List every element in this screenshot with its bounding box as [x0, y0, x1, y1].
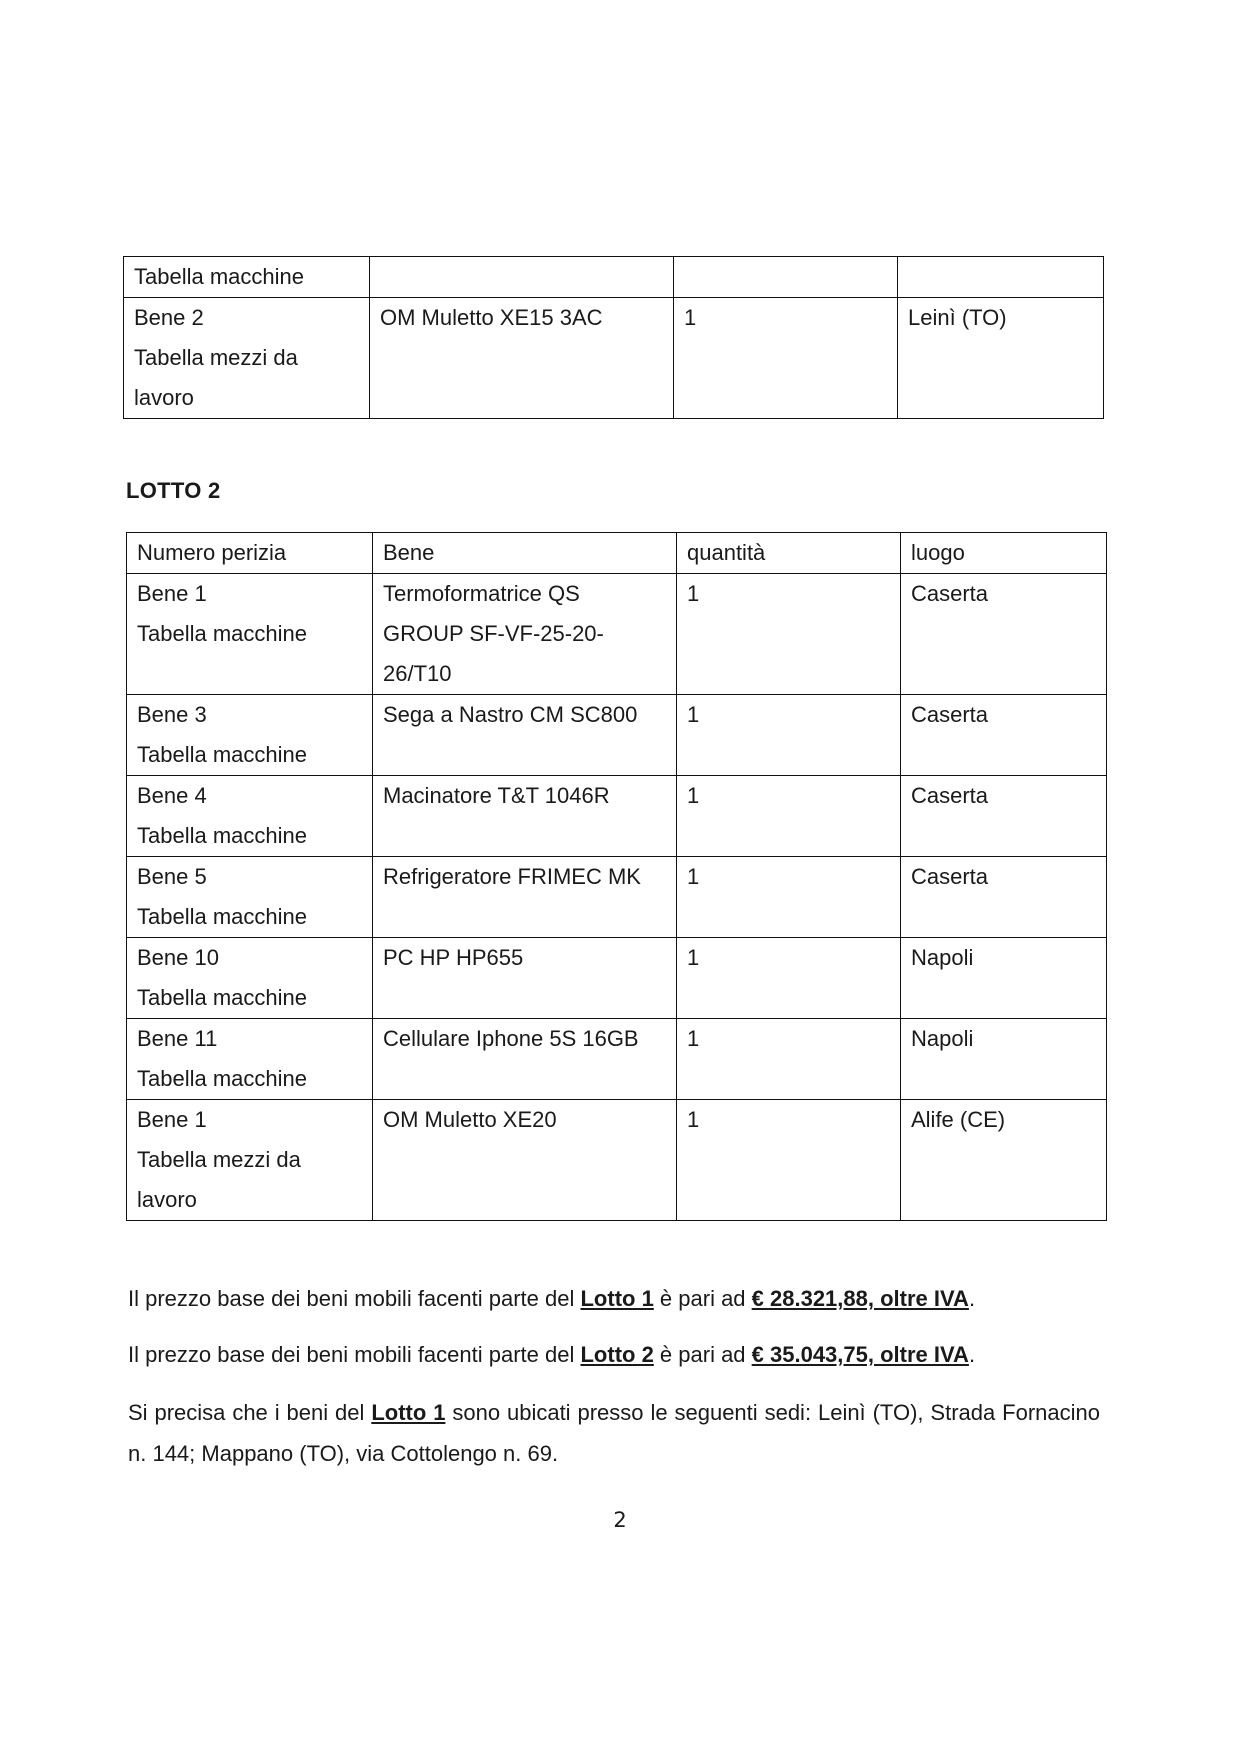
para-text: .	[968, 1342, 976, 1367]
cell-line: Bene 1	[137, 581, 207, 606]
cell-quantita	[677, 695, 901, 776]
cell-numero-perizia	[127, 695, 373, 776]
cell-bene	[370, 257, 674, 298]
cell-line: GROUP SF-VF-25-20-	[383, 621, 604, 646]
cell-line: 1	[684, 305, 697, 330]
para-text: è pari ad	[653, 1286, 752, 1311]
table-row	[127, 574, 1107, 695]
para-text: .	[968, 1286, 976, 1311]
cell-line: PC HP HP655	[383, 945, 524, 970]
cell-numero-perizia	[127, 857, 373, 938]
cell-quantita	[677, 776, 901, 857]
cell-line: 1	[687, 945, 700, 970]
header-luogo: luogo	[901, 533, 1107, 574]
cell-quantita	[677, 1100, 901, 1221]
cell-line	[380, 257, 663, 297]
cell-line: Caserta	[911, 783, 989, 808]
lotto2-heading: LOTTO 2	[126, 478, 221, 503]
cell-line	[684, 257, 887, 297]
cell-bene	[373, 776, 677, 857]
cell-line: Caserta	[911, 581, 989, 606]
cell-line: Tabella macchine	[137, 985, 307, 1010]
cell-line: Bene 5	[137, 864, 207, 889]
cell-bene	[373, 574, 677, 695]
cell-line: Leinì (TO)	[908, 305, 1007, 330]
table-row	[124, 257, 1104, 298]
cell-luogo	[898, 298, 1104, 419]
cell-quantita	[677, 1019, 901, 1100]
cell-quantita	[677, 857, 901, 938]
cell-quantita	[677, 938, 901, 1019]
cell-line	[908, 257, 1093, 297]
para-text: Il prezzo base dei beni mobili facenti parte del	[128, 1342, 581, 1367]
cell-line: 1	[687, 702, 700, 727]
cell-bene	[370, 298, 674, 419]
cell-line: 1	[687, 783, 700, 808]
lotto2-table	[126, 532, 1107, 1221]
cell-bene	[373, 857, 677, 938]
cell-line: Tabella macchine	[137, 904, 307, 929]
table-header-row	[127, 533, 1107, 574]
cell-line: Tabella macchine	[137, 621, 307, 646]
cell-line: Napoli	[911, 945, 974, 970]
page-number: 2	[613, 1508, 627, 1532]
lotto1-price-paragraph	[128, 1278, 1100, 1319]
cell-bene	[373, 1100, 677, 1221]
lotto1-location-paragraph	[128, 1392, 1100, 1474]
cell-line: Sega a Nastro CM SC800	[383, 702, 638, 727]
table-row	[124, 298, 1104, 419]
cell-bene	[373, 1019, 677, 1100]
para-text: è pari ad	[653, 1342, 752, 1367]
cell-numero-perizia	[127, 1019, 373, 1100]
cell-bene	[373, 938, 677, 1019]
table-row	[127, 938, 1107, 1019]
lotto2-price-paragraph	[128, 1334, 1100, 1375]
cell-numero-perizia	[124, 257, 370, 298]
cell-line: Bene 3	[137, 702, 207, 727]
header-bene: Bene	[373, 533, 677, 574]
cell-line: lavoro	[134, 385, 194, 410]
cell-line: Bene 11	[137, 1026, 218, 1051]
cell-bene	[373, 695, 677, 776]
price-amount: € 28.321,88, oltre IVA	[751, 1286, 969, 1311]
cell-line: Tabella macchine	[137, 1066, 307, 1091]
cell-quantita	[674, 257, 898, 298]
cell-line: 1	[687, 864, 700, 889]
cell-numero-perizia	[127, 1100, 373, 1221]
cell-line: Tabella macchine	[137, 742, 307, 767]
cell-line: lavoro	[137, 1187, 197, 1212]
header-numero-perizia: Numero perizia	[127, 533, 373, 574]
cell-luogo	[901, 574, 1107, 695]
cell-numero-perizia	[127, 776, 373, 857]
cell-line: Macinatore T&T 1046R	[383, 783, 610, 808]
cell-luogo	[901, 1100, 1107, 1221]
cell-line: Caserta	[911, 702, 989, 727]
cell-numero-perizia	[127, 574, 373, 695]
cell-luogo	[901, 938, 1107, 1019]
cell-line: Refrigeratore FRIMEC MK	[383, 864, 641, 889]
cell-luogo	[901, 695, 1107, 776]
table-row	[127, 857, 1107, 938]
table-row	[127, 695, 1107, 776]
cell-luogo	[898, 257, 1104, 298]
cell-line: Tabella mezzi da	[134, 345, 298, 370]
header-quantita: quantità	[677, 533, 901, 574]
cell-line: Caserta	[911, 864, 989, 889]
table-row	[127, 1100, 1107, 1221]
cell-luogo	[901, 1019, 1107, 1100]
cell-line: 1	[687, 581, 700, 606]
cell-line: Tabella macchine	[134, 264, 304, 289]
cell-line: Bene 1	[137, 1107, 207, 1132]
cell-line: 1	[687, 1026, 700, 1051]
lotto1-table-continued	[123, 256, 1104, 419]
cell-line: Alife (CE)	[911, 1107, 1006, 1132]
para-text: Si precisa che i beni del	[128, 1400, 372, 1425]
cell-line: Termoformatrice QS	[383, 581, 580, 606]
cell-line: OM Muletto XE15 3AC	[380, 305, 603, 330]
cell-quantita	[674, 298, 898, 419]
lot-reference: Lotto 2	[580, 1342, 654, 1367]
cell-line: Napoli	[911, 1026, 974, 1051]
cell-numero-perizia	[127, 938, 373, 1019]
price-amount: € 35.043,75, oltre IVA	[751, 1342, 969, 1367]
cell-line: 1	[687, 1107, 700, 1132]
para-text: Il prezzo base dei beni mobili facenti parte del	[128, 1286, 581, 1311]
cell-line: Tabella macchine	[137, 823, 307, 848]
cell-line: Tabella mezzi da	[137, 1147, 301, 1172]
lot-reference: Lotto 1	[580, 1286, 654, 1311]
lot-reference: Lotto 1	[371, 1400, 446, 1425]
cell-luogo	[901, 857, 1107, 938]
para-text: sono ubicati presso le seguenti sedi: Leinì (TO), Strada Fornacino n. 144; Mappano (TO), via Cottolengo n. 69.	[128, 1400, 1100, 1466]
cell-line: Bene 2	[134, 305, 204, 330]
cell-line: OM Muletto XE20	[383, 1107, 557, 1132]
table-row	[127, 776, 1107, 857]
cell-line: Bene 10	[137, 945, 219, 970]
cell-line: Cellulare Iphone 5S 16GB	[383, 1026, 639, 1051]
cell-line: Bene 4	[137, 783, 207, 808]
cell-quantita	[677, 574, 901, 695]
cell-line: 26/T10	[383, 661, 452, 686]
cell-numero-perizia	[124, 298, 370, 419]
cell-luogo	[901, 776, 1107, 857]
table-row	[127, 1019, 1107, 1100]
